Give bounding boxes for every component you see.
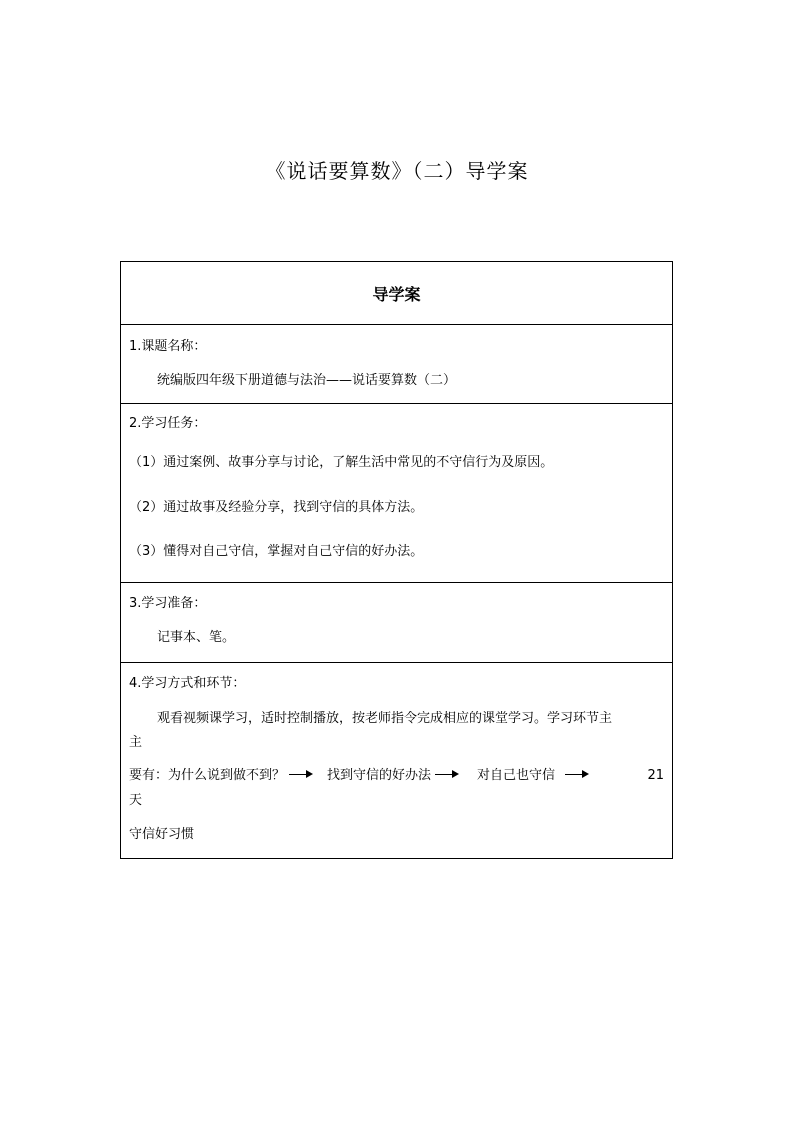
learning-tasks-row [121,404,672,583]
table-header: 导学案 [372,284,421,304]
learning-prep-row [121,583,672,663]
arrow-right-icon [289,774,311,775]
tasks-label: 2.学习任务： [129,416,207,431]
method-steps-line [129,768,662,784]
step2-text: 找到守信的好办法 [327,768,432,783]
step3-text: 对自己也守信 [477,768,556,783]
course-label: 1.课题名称： [129,339,207,354]
table-header-row [121,262,672,325]
method-last-line: 守信好习惯 [129,827,195,842]
course-name-row [121,325,672,404]
learning-method-row [121,663,672,858]
task-item-3: （3）懂得对自己守信，掌握对自己守信的好办法。 [129,544,424,559]
step4-wrap: 天 [129,793,143,808]
step4-number: 21 [647,768,664,783]
method-line1-wrap: 主 [129,735,143,750]
arrow-right-icon [435,774,457,775]
guide-table [120,261,673,859]
method-label: 4.学习方式和环节： [129,676,246,691]
arrow-right-icon [565,774,587,775]
course-value: 统编版四年级下册道德与法治——说话要算数（二） [157,373,457,388]
method-line1 [157,711,657,727]
task-item-2: （2）通过故事及经验分享，找到守信的具体方法。 [129,500,424,515]
method-line1-text: 观看视频课学习，适时控制播放，按老师指令完成相应的课堂学习。学习环节主 [157,711,613,726]
task-item-1: （1）通过案例、故事分享与讨论，了解生活中常见的不守信行为及原因。 [129,455,554,470]
prep-label: 3.学习准备： [129,596,207,611]
document-title: 《说话要算数》（二）导学案 [265,159,529,183]
step1-text: 要有：为什么说到做不到？ [129,768,286,783]
prep-value: 记事本、笔。 [157,630,236,645]
